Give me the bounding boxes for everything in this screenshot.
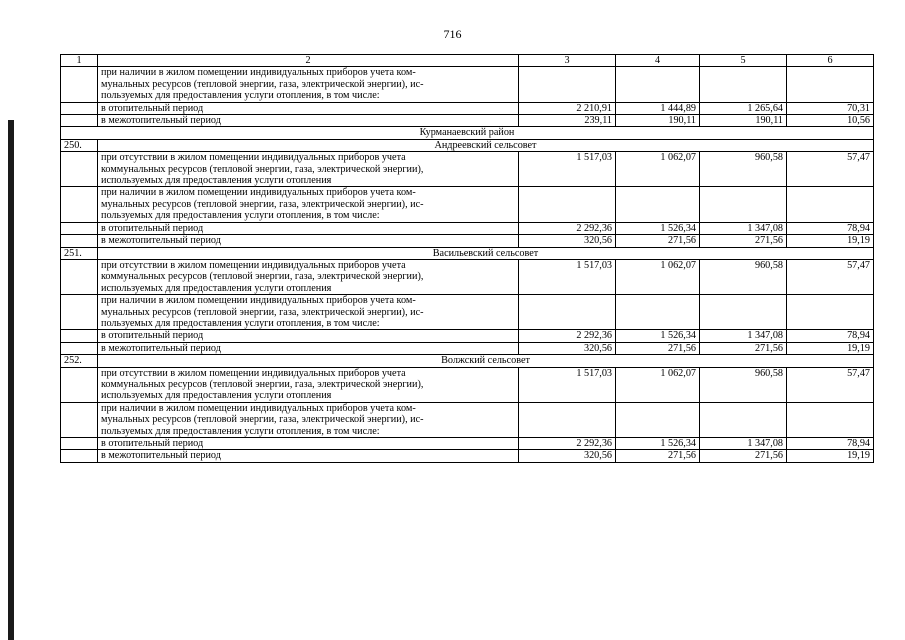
value-cell xyxy=(519,295,616,330)
value-cell: 1 062,07 xyxy=(616,367,700,402)
value-cell: 271,56 xyxy=(616,342,700,354)
value-cell: 70,31 xyxy=(787,102,874,114)
description-cell: в отопительный период xyxy=(98,102,519,114)
value-cell: 190,11 xyxy=(700,115,787,127)
value-cell: 78,94 xyxy=(787,222,874,234)
value-cell: 2 210,91 xyxy=(519,102,616,114)
header-cell: 2 xyxy=(98,55,519,67)
number-cell xyxy=(61,152,98,187)
number-cell xyxy=(61,222,98,234)
description-cell: при наличии в жилом помещении индивидуальных приборов учета ком- мунальных ресурсов (тепловой энергии, газа, электрической энергии), ис- пользуемых для предоставления услуги отопления, в том числе: xyxy=(98,187,519,222)
value-cell: 960,58 xyxy=(700,152,787,187)
value-cell: 271,56 xyxy=(700,342,787,354)
value-cell xyxy=(787,295,874,330)
number-cell xyxy=(61,259,98,294)
number-cell xyxy=(61,295,98,330)
section-name: Волжский сельсовет xyxy=(98,355,874,367)
header-cell: 3 xyxy=(519,55,616,67)
value-cell: 1 526,34 xyxy=(616,330,700,342)
value-cell: 1 347,08 xyxy=(700,222,787,234)
value-cell: 1 526,34 xyxy=(616,222,700,234)
description-cell: в межотопительный период xyxy=(98,115,519,127)
description-cell: при отсутствии в жилом помещении индивидуальных приборов учета коммунальных ресурсов (тепловой энергии, газа, электрической энергии), используемых для предоставления услуги отопления xyxy=(98,152,519,187)
section-number: 250. xyxy=(61,139,98,151)
description-cell: в отопительный период xyxy=(98,330,519,342)
table-row xyxy=(61,450,874,462)
tariff-table xyxy=(60,54,874,463)
table-row xyxy=(61,67,874,102)
section-name: Васильевский сельсовет xyxy=(98,247,874,259)
value-cell: 271,56 xyxy=(616,450,700,462)
number-cell xyxy=(61,402,98,437)
description-cell: в межотопительный период xyxy=(98,450,519,462)
table-row xyxy=(61,367,874,402)
value-cell: 320,56 xyxy=(519,235,616,247)
value-cell xyxy=(519,402,616,437)
header-row xyxy=(61,55,874,67)
table-row xyxy=(61,115,874,127)
value-cell: 1 526,34 xyxy=(616,438,700,450)
value-cell xyxy=(616,187,700,222)
description-cell: в межотопительный период xyxy=(98,235,519,247)
value-cell xyxy=(519,187,616,222)
description-cell: в межотопительный период xyxy=(98,342,519,354)
description-cell: в отопительный период xyxy=(98,438,519,450)
number-cell xyxy=(61,102,98,114)
table-row xyxy=(61,152,874,187)
table-row xyxy=(61,259,874,294)
table-row xyxy=(61,222,874,234)
value-cell xyxy=(700,187,787,222)
value-cell: 10,56 xyxy=(787,115,874,127)
value-cell: 78,94 xyxy=(787,330,874,342)
number-cell xyxy=(61,367,98,402)
value-cell: 271,56 xyxy=(700,450,787,462)
value-cell: 2 292,36 xyxy=(519,330,616,342)
number-cell xyxy=(61,187,98,222)
value-cell: 19,19 xyxy=(787,450,874,462)
value-cell xyxy=(700,295,787,330)
value-cell: 1 265,64 xyxy=(700,102,787,114)
header-cell: 5 xyxy=(700,55,787,67)
description-cell: при отсутствии в жилом помещении индивидуальных приборов учета коммунальных ресурсов (тепловой энергии, газа, электрической энергии), используемых для предоставления услуги отопления xyxy=(98,367,519,402)
value-cell: 19,19 xyxy=(787,235,874,247)
description-cell: при наличии в жилом помещении индивидуальных приборов учета ком- мунальных ресурсов (тепловой энергии, газа, электрической энергии), ис- пользуемых для предоставления услуги отопления, в том числе: xyxy=(98,402,519,437)
value-cell: 57,47 xyxy=(787,259,874,294)
number-cell xyxy=(61,450,98,462)
value-cell: 2 292,36 xyxy=(519,438,616,450)
section-header-row xyxy=(61,139,874,151)
table-row xyxy=(61,235,874,247)
number-cell xyxy=(61,115,98,127)
value-cell xyxy=(616,402,700,437)
section-name: Андреевский сельсовет xyxy=(98,139,874,151)
table-row xyxy=(61,330,874,342)
value-cell: 1 517,03 xyxy=(519,259,616,294)
value-cell: 1 517,03 xyxy=(519,152,616,187)
value-cell: 239,11 xyxy=(519,115,616,127)
value-cell xyxy=(700,67,787,102)
value-cell: 1 444,89 xyxy=(616,102,700,114)
number-cell xyxy=(61,342,98,354)
section-number: 251. xyxy=(61,247,98,259)
value-cell: 1 062,07 xyxy=(616,152,700,187)
value-cell: 960,58 xyxy=(700,367,787,402)
district-name: Курманаевский район xyxy=(61,127,874,139)
value-cell: 320,56 xyxy=(519,450,616,462)
section-header-row xyxy=(61,247,874,259)
value-cell xyxy=(519,67,616,102)
value-cell: 57,47 xyxy=(787,367,874,402)
table-row xyxy=(61,438,874,450)
value-cell: 1 347,08 xyxy=(700,438,787,450)
description-cell: в отопительный период xyxy=(98,222,519,234)
value-cell: 271,56 xyxy=(616,235,700,247)
section-header-row xyxy=(61,355,874,367)
value-cell xyxy=(787,187,874,222)
number-cell xyxy=(61,67,98,102)
description-cell: при наличии в жилом помещении индивидуальных приборов учета ком- мунальных ресурсов (тепловой энергии, газа, электрической энергии), ис- пользуемых для предоставления услуги отопления, в том числе: xyxy=(98,67,519,102)
number-cell xyxy=(61,438,98,450)
value-cell: 190,11 xyxy=(616,115,700,127)
value-cell xyxy=(787,402,874,437)
header-cell: 1 xyxy=(61,55,98,67)
table-row xyxy=(61,187,874,222)
value-cell: 960,58 xyxy=(700,259,787,294)
value-cell xyxy=(787,67,874,102)
section-number: 252. xyxy=(61,355,98,367)
value-cell: 1 347,08 xyxy=(700,330,787,342)
number-cell xyxy=(61,235,98,247)
table-row xyxy=(61,342,874,354)
value-cell: 271,56 xyxy=(700,235,787,247)
value-cell: 320,56 xyxy=(519,342,616,354)
value-cell: 19,19 xyxy=(787,342,874,354)
value-cell xyxy=(616,67,700,102)
header-cell: 6 xyxy=(787,55,874,67)
table-row xyxy=(61,402,874,437)
value-cell: 1 517,03 xyxy=(519,367,616,402)
value-cell: 78,94 xyxy=(787,438,874,450)
value-cell: 57,47 xyxy=(787,152,874,187)
header-cell: 4 xyxy=(616,55,700,67)
value-cell xyxy=(616,295,700,330)
value-cell: 2 292,36 xyxy=(519,222,616,234)
value-cell: 1 062,07 xyxy=(616,259,700,294)
page-number: 716 xyxy=(443,27,462,41)
description-cell: при наличии в жилом помещении индивидуальных приборов учета ком- мунальных ресурсов (тепловой энергии, газа, электрической энергии), ис- пользуемых для предоставления услуги отопления, в том числе: xyxy=(98,295,519,330)
description-cell: при отсутствии в жилом помещении индивидуальных приборов учета коммунальных ресурсов (тепловой энергии, газа, электрической энергии), используемых для предоставления услуги отопления xyxy=(98,259,519,294)
number-cell xyxy=(61,330,98,342)
value-cell xyxy=(700,402,787,437)
district-row xyxy=(61,127,874,139)
scan-edge xyxy=(8,120,14,640)
table-row xyxy=(61,102,874,114)
table-row xyxy=(61,295,874,330)
